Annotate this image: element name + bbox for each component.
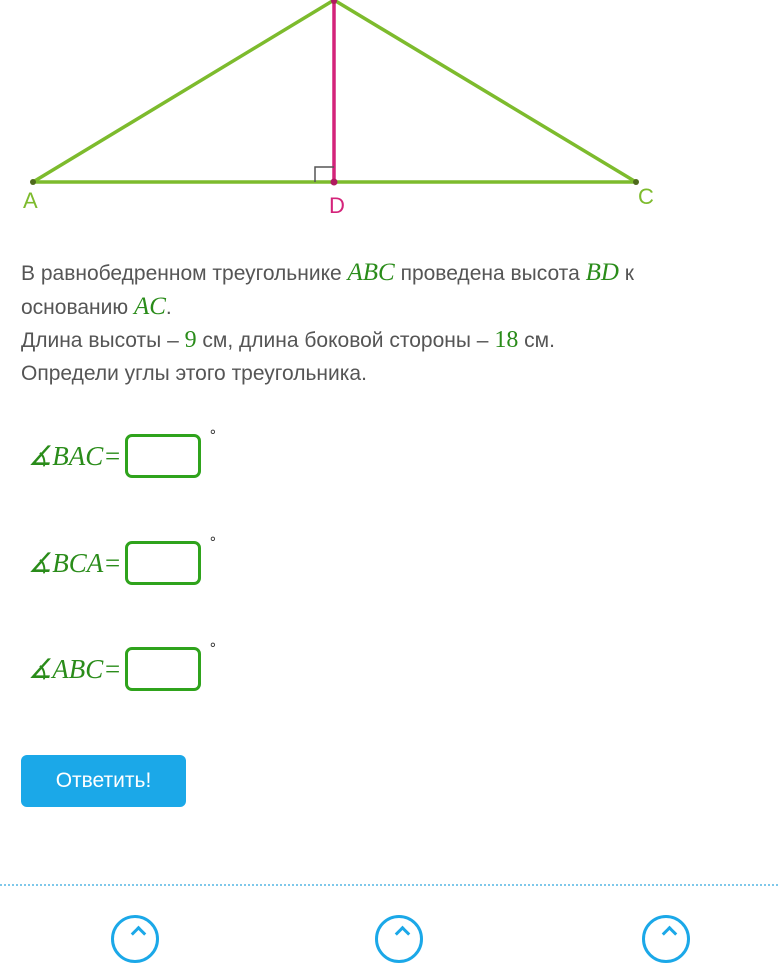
text-fragment: см, длина боковой стороны – [196, 329, 495, 352]
math-bd: BD [585, 259, 619, 286]
text-fragment: проведена высота [394, 262, 586, 285]
math-abc: ABC [347, 259, 395, 286]
angle-label-bac: ∡BAC= [28, 440, 122, 471]
footer-divider [0, 884, 778, 886]
problem-line-2 [21, 324, 741, 357]
submit-answer-button[interactable]: Ответить! [21, 755, 186, 807]
label-c: C [638, 184, 654, 209]
degree-sign: ° [209, 428, 217, 444]
answer-input-bac[interactable] [125, 434, 201, 478]
triangle-diagram [0, 0, 778, 230]
text-fragment: В равнобедренном треугольнике [21, 262, 348, 285]
problem-line-3: Определи углы этого треугольника. [21, 362, 367, 385]
math-ac: AC [133, 293, 166, 320]
answer-row-abc [28, 643, 216, 695]
text-fragment: к основанию [21, 262, 634, 319]
nav-up-icon[interactable] [375, 915, 423, 963]
answer-input-bca[interactable] [125, 541, 201, 585]
text-fragment: Длина высоты – [21, 329, 185, 352]
right-angle-marker [315, 167, 334, 182]
text-fragment: . [165, 296, 172, 319]
text-fragment: см. [518, 329, 555, 352]
degree-sign: ° [209, 535, 217, 551]
answer-row-bca [28, 537, 216, 589]
vertex-d [331, 179, 338, 186]
nav-up-icon[interactable] [111, 915, 159, 963]
angle-label-abc: ∡ABC= [28, 653, 122, 684]
angle-label-bca: ∡BCA= [28, 547, 122, 578]
answer-input-abc[interactable] [125, 647, 201, 691]
side-value: 18 [494, 327, 519, 353]
nav-up-icon[interactable] [642, 915, 690, 963]
problem-statement [21, 256, 741, 390]
side-ab [33, 0, 334, 182]
label-a: A [23, 188, 38, 213]
answer-row-bac [28, 430, 216, 482]
height-value: 9 [184, 327, 197, 353]
problem-line-1 [21, 256, 741, 324]
degree-sign: ° [209, 641, 217, 657]
vertex-b [331, 0, 337, 4]
vertex-a [30, 179, 36, 185]
side-bc [334, 0, 636, 182]
triangle-figure [0, 0, 778, 230]
label-d: D [329, 193, 345, 218]
